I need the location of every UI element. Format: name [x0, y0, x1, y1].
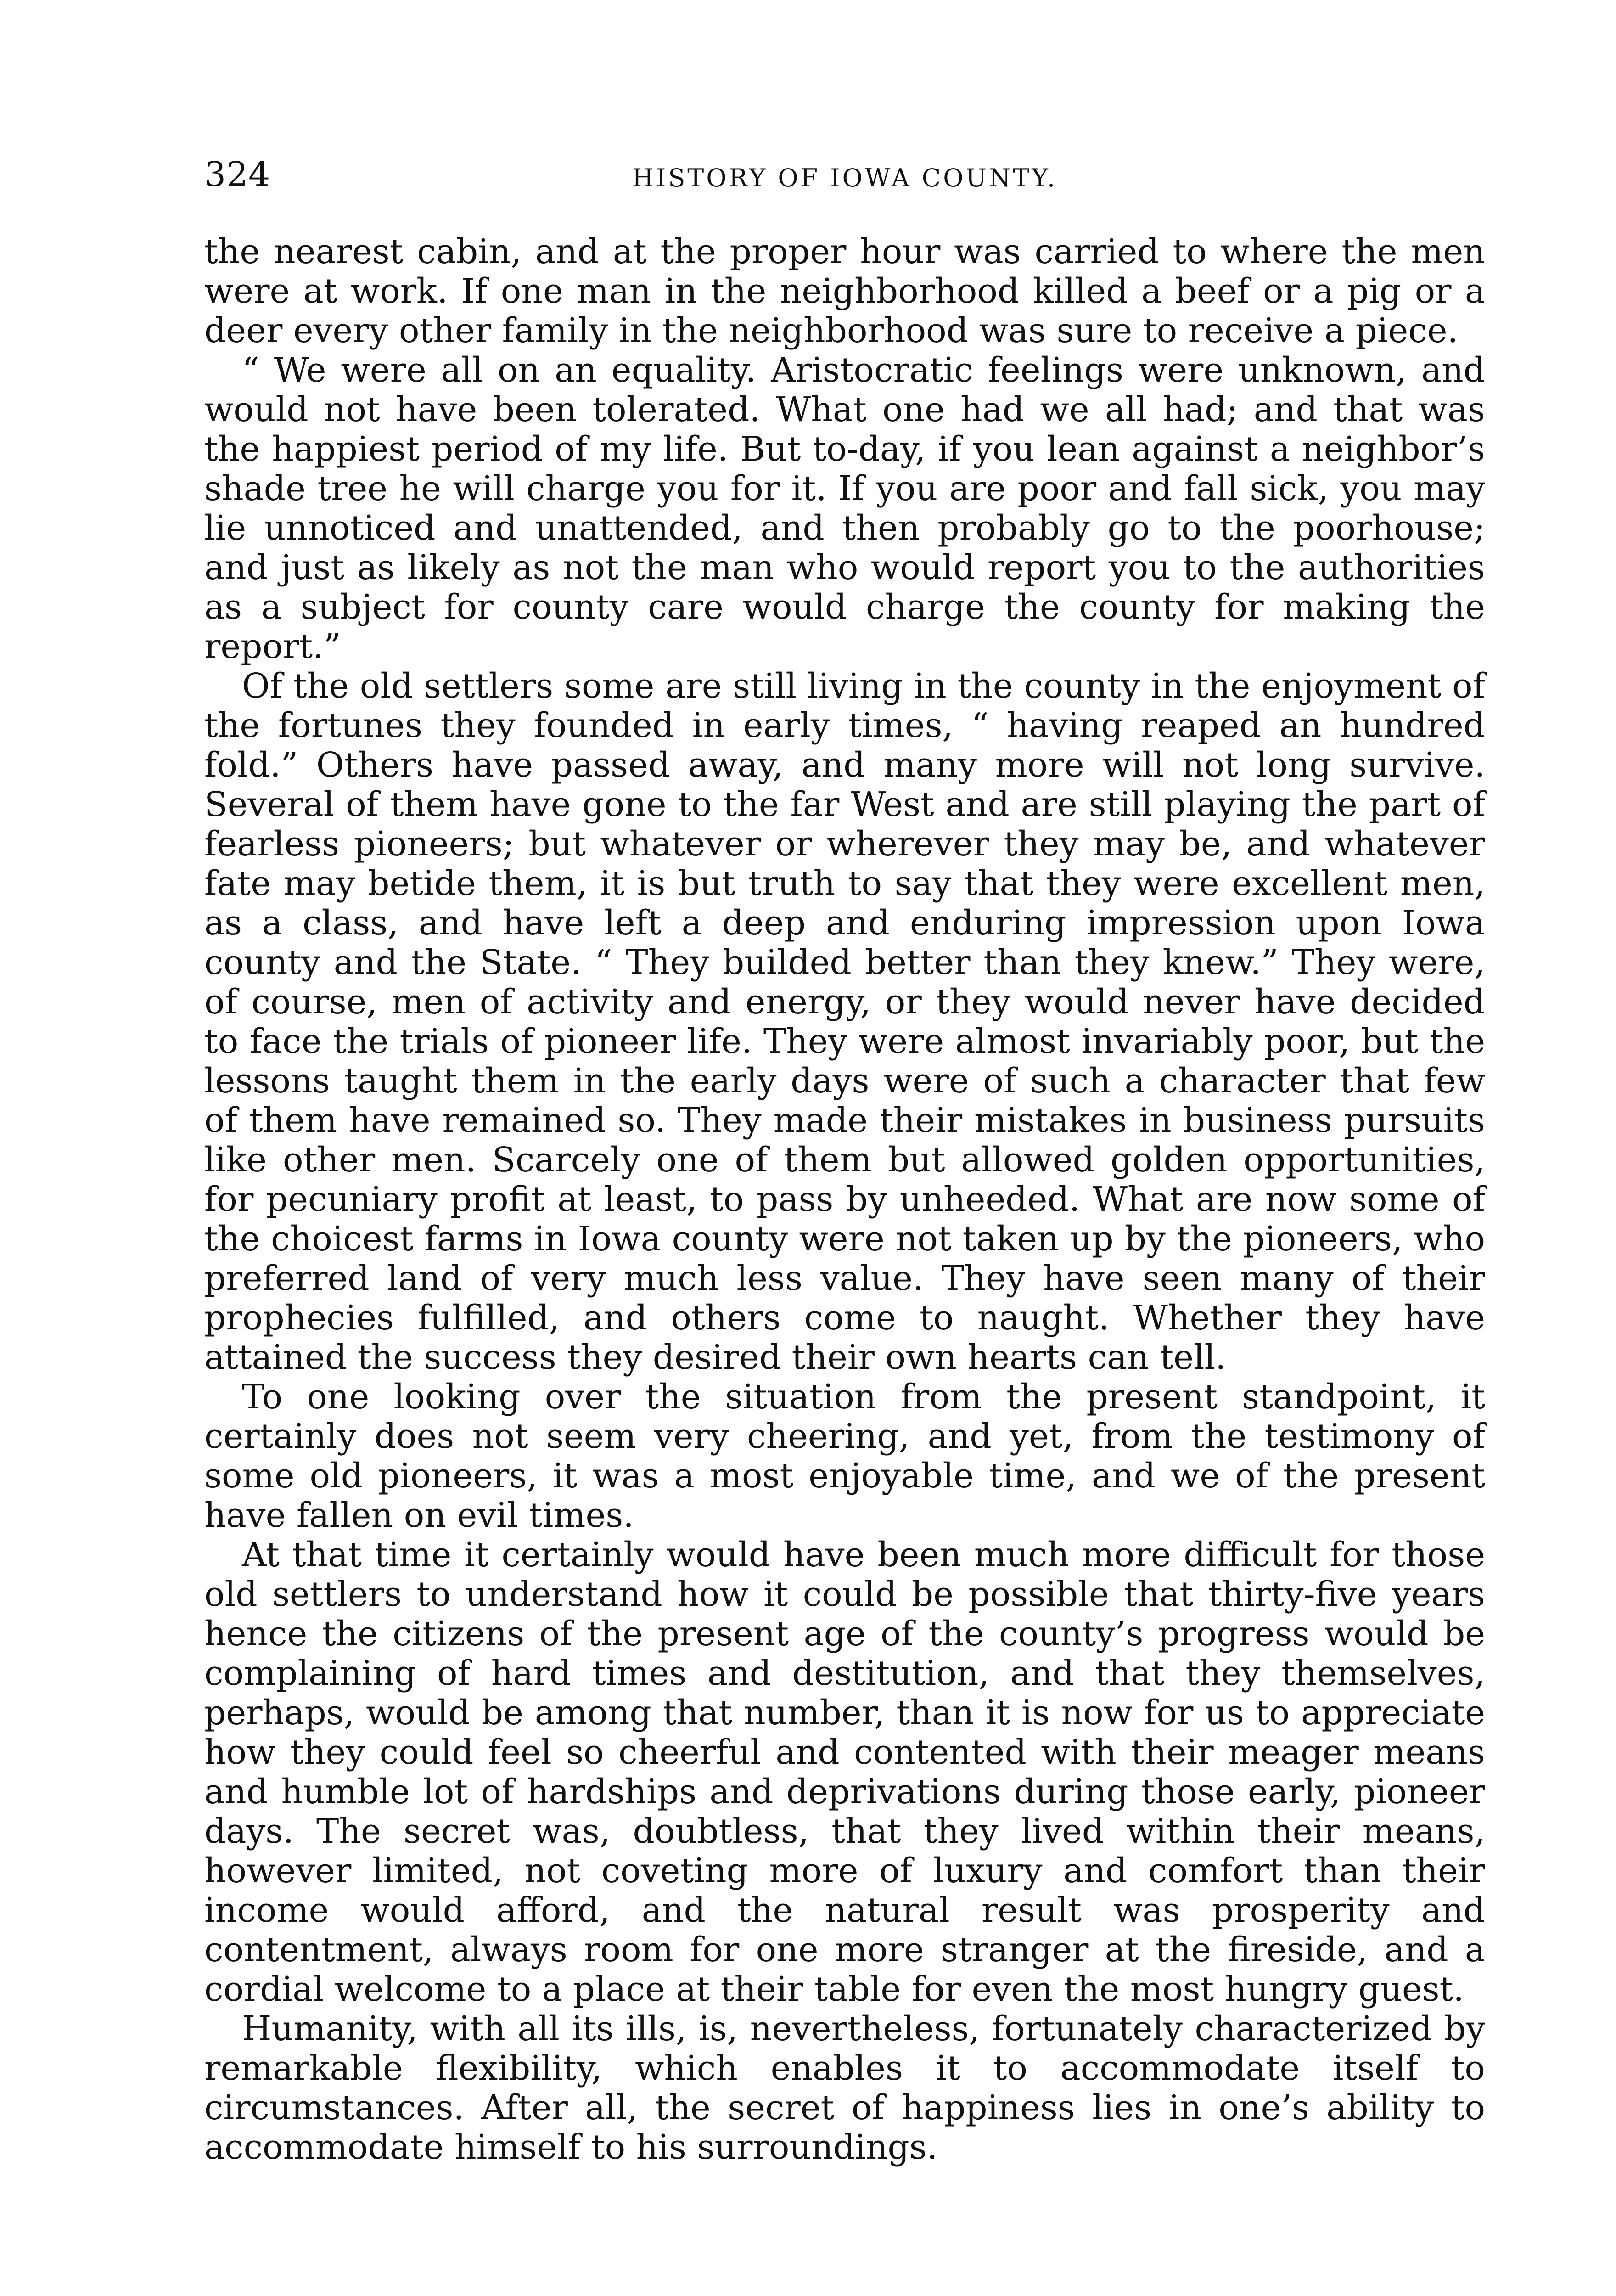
body-text [204, 232, 1485, 2167]
paragraph-present-standpoint: To one looking over the situation from the present standpoint, it certainly does not seem very cheering, and yet, from the testimony of some old pioneers, it was a most enjoyable time, and we of the present have fallen on evil times. [204, 1377, 1485, 1535]
paragraph-at-that-time: At that time it certainly would have been much more difficult for those old settlers to understand how it could be possible that thirty-five years hence the citizens of the present age of the county’s progress would be complaining of hard times and destitution, and that they themselves, perhaps, would be among that number, than it is now for us to appreciate how they could feel so cheerful and contented with their meager means and humble lot of hardships and deprivations during those early, pioneer days. The secret was, doubtless, that they lived within their means, however limited, not coveting more of luxury and comfort than their income would afford, and the natural result was prosperity and contentment, always room for one more stranger at the fireside, and a cordial welcome to a place at their table for even the most hungry guest. [204, 1535, 1485, 2009]
paragraph-humanity: Humanity, with all its ills, is, nevertheless, fortunately characterized by remarkable flexibility, which enables it to accommodate itself to circumstances. After all, the secret of happiness lies in one’s ability to accommodate himself to his surroundings. [204, 2009, 1485, 2167]
paragraph-quote: “ We were all on an equality. Aristocratic feelings were unknown, and would not have been tolerated. What one had we all had; and that was the happiest period of my life. But to-day, if you lean against a neighbor’s shade tree he will charge you for it. If you are poor and fall sick, you may lie unnoticed and unattended, and then probably go to the poorhouse; and just as likely as not the man who would report you to the authorities as a subject for county care would charge the county for making the report.” [204, 350, 1485, 666]
page-header [204, 152, 1485, 202]
running-head: HISTORY OF IOWA COUNTY. [632, 163, 1058, 192]
page-number: 324 [204, 155, 271, 194]
paragraph-continuation: the nearest cabin, and at the proper hour was carried to where the men were at work. If one man in the neighborhood killed a beef or a pig or a deer every other family in the neighborhood was sure to receive a piece. [204, 232, 1485, 350]
paragraph-old-settlers: Of the old settlers some are still living in the county in the enjoyment of the fortunes they founded in early times, “ having reaped an hundred fold.” Others have passed away, and many more will not long survive. Several of them have gone to the far West and are still playing the part of fearless pioneers; but whatever or wherever they may be, and whatever fate may betide them, it is but truth to say that they were excellent men, as a class, and have left a deep and enduring impression upon Iowa county and the State. “ They builded better than they knew.” They were, of course, men of activity and energy, or they would never have decided to face the trials of pioneer life. They were almost invariably poor, but the lessons taught them in the early days were of such a character that few of them have remained so. They made their mistakes in business pursuits like other men. Scarcely one of them but allowed golden opportunities, for pecuniary profit at least, to pass by unheeded. What are now some of the choicest farms in Iowa county were not taken up by the pioneers, who preferred land of very much less value. They have seen many of their prophecies fulfilled, and others come to naught. Whether they have attained the success they desired their own hearts can tell. [204, 666, 1485, 1377]
